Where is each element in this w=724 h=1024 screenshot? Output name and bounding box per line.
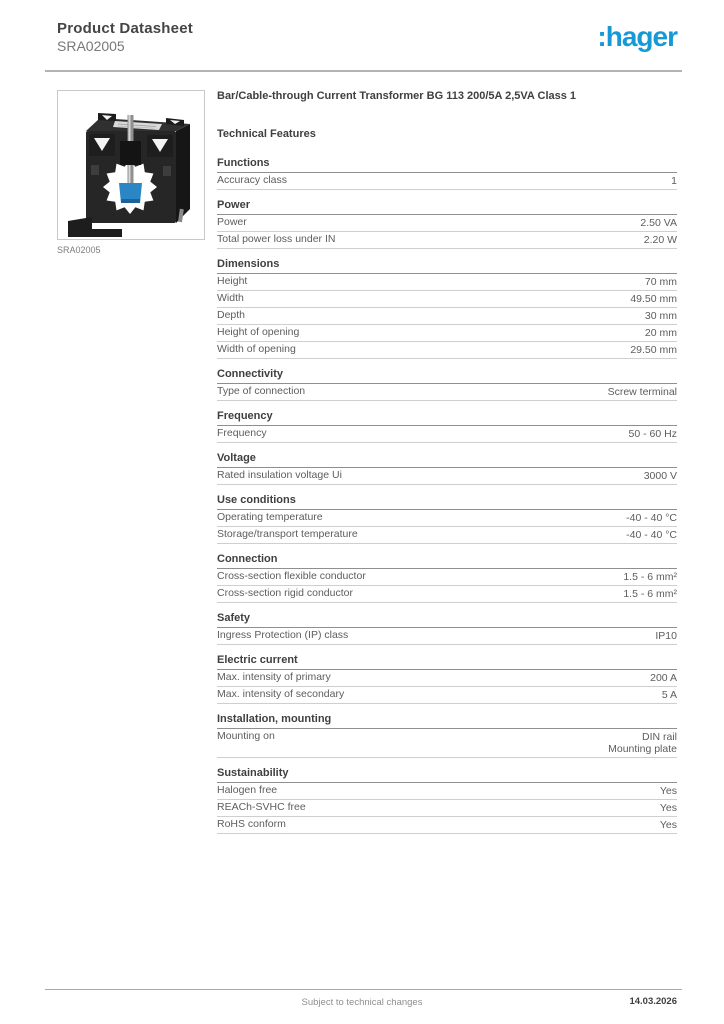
spec-label: Ingress Protection (IP) class — [217, 629, 349, 641]
spec-value: -40 - 40 °C — [626, 529, 677, 541]
spec-label: RoHS conform — [217, 818, 286, 830]
spec-value: Yes — [659, 802, 677, 814]
spec-row — [217, 173, 677, 190]
spec-row — [217, 569, 677, 586]
spec-section-title: Power — [217, 199, 677, 215]
spec-row — [217, 342, 677, 359]
spec-value: 29.50 mm — [630, 344, 677, 356]
spec-value: 1 — [671, 175, 677, 187]
spec-section — [217, 258, 677, 359]
spec-section — [217, 612, 677, 645]
spec-value: 49.50 mm — [630, 293, 677, 305]
footer-divider — [45, 989, 682, 990]
spec-row — [217, 670, 677, 687]
spec-section — [217, 199, 677, 249]
spec-row — [217, 232, 677, 249]
current-transformer-illustration — [58, 91, 205, 240]
spec-section — [217, 494, 677, 544]
spec-label: Height — [217, 275, 248, 287]
spec-row — [217, 783, 677, 800]
spec-row — [217, 325, 677, 342]
hager-logo: :hager — [597, 21, 677, 52]
spec-row — [217, 274, 677, 291]
spec-row — [217, 687, 677, 704]
product-image — [57, 90, 205, 240]
spec-row — [217, 510, 677, 527]
spec-section — [217, 767, 677, 834]
spec-value: 70 mm — [644, 276, 677, 288]
page-header — [57, 20, 677, 55]
spec-value: 200 A — [650, 672, 677, 684]
technical-features-heading: Technical Features — [217, 128, 316, 140]
header-divider — [45, 70, 682, 72]
spec-value: 20 mm — [644, 327, 677, 339]
spec-value: 1.5 - 6 mm² — [623, 588, 677, 600]
spec-row — [217, 426, 677, 443]
spec-sections — [217, 157, 677, 834]
spec-section — [217, 157, 677, 190]
spec-row — [217, 527, 677, 544]
spec-section-title: Frequency — [217, 410, 677, 426]
spec-section — [217, 713, 677, 758]
spec-section-title: Sustainability — [217, 767, 677, 783]
spec-row — [217, 729, 677, 758]
spec-section — [217, 368, 677, 401]
spec-value: -40 - 40 °C — [626, 512, 677, 524]
spec-value: DIN rail Mounting plate — [608, 731, 677, 755]
document-reference: SRA02005 — [57, 38, 125, 54]
spec-section-title: Electric current — [217, 654, 677, 670]
spec-label: Type of connection — [217, 385, 306, 397]
spec-section-title: Functions — [217, 157, 677, 173]
spec-label: REACh-SVHC free — [217, 801, 306, 813]
spec-label: Width of opening — [217, 343, 296, 355]
spec-section-title: Dimensions — [217, 258, 677, 274]
spec-row — [217, 308, 677, 325]
spec-label: Max. intensity of secondary — [217, 688, 345, 700]
spec-label: Total power loss under IN — [217, 233, 336, 245]
spec-label: Width — [217, 292, 244, 304]
spec-value: Screw terminal — [607, 386, 677, 398]
spec-label: Storage/transport temperature — [217, 528, 358, 540]
spec-label: Frequency — [217, 427, 267, 439]
document-title: Product Datasheet — [57, 20, 193, 37]
product-image-column — [57, 90, 205, 255]
spec-label: Operating temperature — [217, 511, 323, 523]
spec-label: Height of opening — [217, 326, 300, 338]
spec-section-title: Installation, mounting — [217, 713, 677, 729]
spec-section — [217, 654, 677, 704]
spec-label: Halogen free — [217, 784, 278, 796]
spec-section-title: Use conditions — [217, 494, 677, 510]
spec-value: IP10 — [655, 630, 677, 642]
spec-value: 2.20 W — [643, 234, 677, 246]
spec-label: Cross-section rigid conductor — [217, 587, 353, 599]
spec-column — [217, 90, 677, 834]
product-image-caption: SRA02005 — [57, 245, 101, 255]
spec-label: Cross-section flexible conductor — [217, 570, 366, 582]
header-titles — [57, 20, 193, 55]
spec-label: Max. intensity of primary — [217, 671, 331, 683]
spec-section-title: Connection — [217, 553, 677, 569]
spec-section — [217, 410, 677, 443]
spec-row — [217, 800, 677, 817]
spec-value: Yes — [659, 785, 677, 797]
spec-section-title: Voltage — [217, 452, 677, 468]
spec-value: 3000 V — [643, 470, 677, 482]
spec-row — [217, 215, 677, 232]
spec-value: 30 mm — [644, 310, 677, 322]
spec-section-title: Safety — [217, 612, 677, 628]
product-title: Bar/Cable-through Current Transformer BG 113 200/5A 2,5VA Class 1 — [217, 90, 577, 102]
spec-value: 1.5 - 6 mm² — [623, 571, 677, 583]
spec-value: Yes — [659, 819, 677, 831]
spec-row — [217, 817, 677, 834]
spec-row — [217, 468, 677, 485]
spec-value: 50 - 60 Hz — [628, 428, 677, 440]
spec-label: Accuracy class — [217, 174, 288, 186]
spec-label: Rated insulation voltage Ui — [217, 469, 342, 481]
footer-note: Subject to technical changes — [301, 997, 423, 1008]
spec-section — [217, 553, 677, 603]
spec-label: Mounting on — [217, 730, 275, 742]
spec-row — [217, 628, 677, 645]
spec-label: Power — [217, 216, 247, 228]
spec-row — [217, 384, 677, 401]
spec-label: Depth — [217, 309, 246, 321]
spec-section — [217, 452, 677, 485]
spec-row — [217, 586, 677, 603]
spec-value: 2.50 VA — [640, 217, 677, 229]
spec-value: 5 A — [661, 689, 677, 701]
footer-date: 14.03.2026 — [629, 996, 677, 1007]
spec-row — [217, 291, 677, 308]
spec-section-title: Connectivity — [217, 368, 677, 384]
